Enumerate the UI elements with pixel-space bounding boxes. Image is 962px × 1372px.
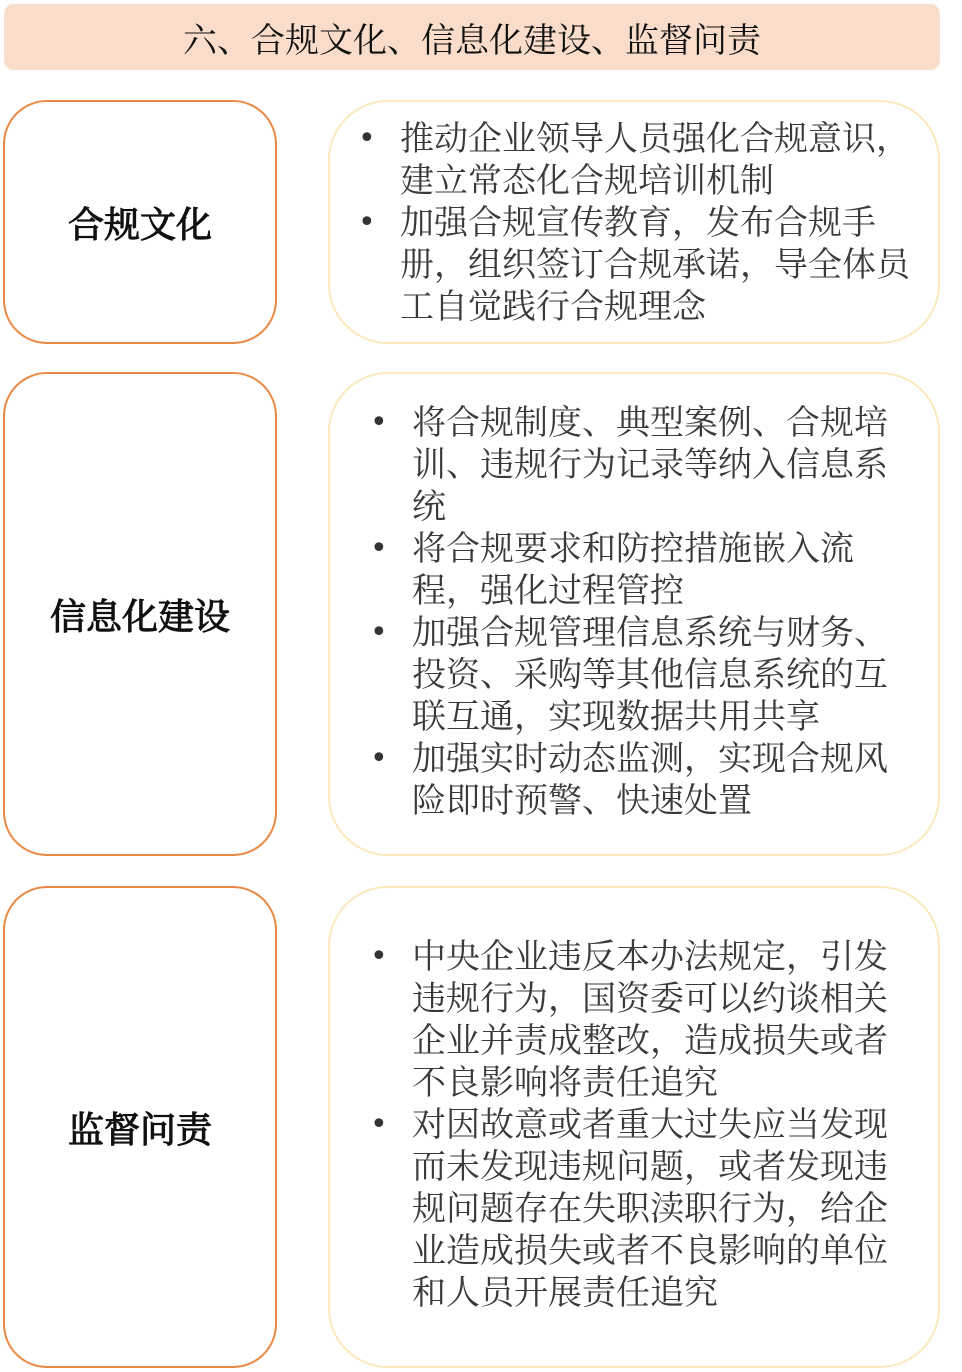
bullet-icon: •: [370, 939, 388, 974]
list-item: [370, 1104, 890, 1314]
list-item: [370, 738, 890, 822]
bullet-icon: •: [358, 205, 376, 240]
list-item: [370, 402, 890, 528]
bullet-icon: •: [370, 615, 388, 650]
bullet-list: [370, 402, 890, 822]
section-label-box-supervision: [3, 886, 277, 1368]
title-banner: [4, 4, 940, 70]
bullet-list: [358, 118, 940, 328]
bullet-text: 加强合规管理信息系统与财务、投资、采购等其他信息系统的互联互通，实现数据共用共享: [412, 613, 888, 737]
bullet-icon: •: [370, 741, 388, 776]
list-item: [358, 118, 940, 202]
section-label: 合规文化: [67, 204, 212, 246]
section-label-box-compliance-culture: [3, 100, 277, 344]
section-label: 信息化建设: [49, 596, 230, 638]
bullet-text: 加强合规宣传教育，发布合规手册，组织签订合规承诺，导全体员工自觉践行合规理念: [400, 203, 910, 327]
list-item: [370, 528, 890, 612]
section-label: 监督问责: [67, 1109, 212, 1151]
section-label-box-informatization: [3, 372, 277, 856]
bullet-list: [370, 936, 890, 1314]
bullet-icon: •: [370, 405, 388, 440]
bullet-text: 推动企业领导人员强化合规意识，建立常态化合规培训机制: [400, 119, 910, 201]
bullet-icon: •: [358, 121, 376, 156]
section-content-box-informatization: [328, 372, 940, 856]
bullet-icon: •: [370, 1107, 388, 1142]
bullet-text: 将合规要求和防控措施嵌入流程，强化过程管控: [412, 529, 854, 611]
list-item: [370, 612, 890, 738]
bullet-icon: •: [370, 531, 388, 566]
bullet-text: 对因故意或者重大过失应当发现而未发现违规问题，或者发现违规问题存在失职渎职行为，给企业造成损失或者不良影响的单位和人员开展责任追究: [412, 1105, 888, 1313]
list-item: [358, 202, 940, 328]
bullet-text: 加强实时动态监测，实现合规风险即时预警、快速处置: [412, 739, 888, 821]
page-title: 六、合规文化、信息化建设、监督问责: [183, 20, 761, 61]
list-item: [370, 936, 890, 1104]
bullet-text: 将合规制度、典型案例、合规培训、违规行为记录等纳入信息系统: [412, 403, 888, 527]
bullet-text: 中央企业违反本办法规定，引发违规行为，国资委可以约谈相关企业并责成整改，造成损失或者不良影响将责任追究: [412, 937, 888, 1103]
section-content-box-compliance-culture: [328, 100, 940, 344]
section-content-box-supervision: [328, 886, 940, 1368]
